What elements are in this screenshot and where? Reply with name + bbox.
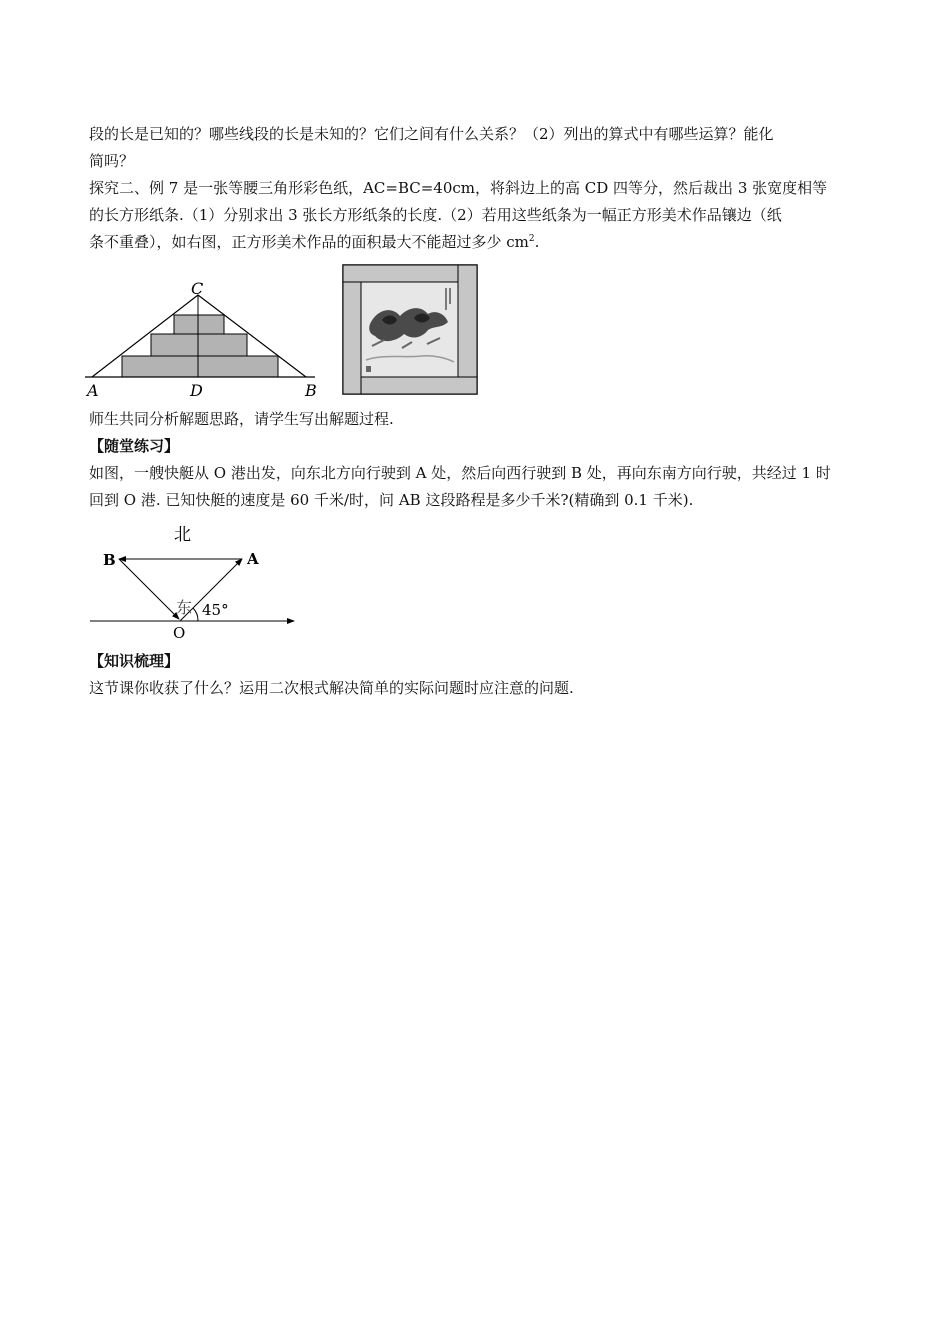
paragraph-line: 的长方形纸条.（1）分别求出 3 张长方形纸条的长度.（2）若用这些纸条为一幅正方形美术作品镶边（纸 xyxy=(89,206,782,224)
paragraph-line: 师生共同分析解题思路，请学生写出解题过程. xyxy=(89,410,394,428)
paragraph-line: 探究二、例 7 是一张等腰三角形彩色纸，AC=BC=40cm，将斜边上的高 CD 四等分，然后裁出 3 张宽度相等 xyxy=(89,179,828,197)
route-figure xyxy=(88,518,303,643)
angle-arc xyxy=(193,608,198,621)
frame-strip-left xyxy=(343,282,361,394)
paragraph-text: . xyxy=(534,233,540,251)
label-a: A xyxy=(247,550,259,568)
triangle-figure xyxy=(85,278,325,403)
framed-artwork-figure xyxy=(342,264,478,395)
paragraph-line xyxy=(89,231,539,253)
section-heading-summary: 【知识梳理】 xyxy=(89,652,180,670)
strip-top xyxy=(174,315,224,334)
label-c: C xyxy=(191,279,204,298)
paragraph-line: 回到 O 港. 已知快艇的速度是 60 千米/时，问 AB 这段路程是多少千米?(精确到 0.1 千米). xyxy=(89,491,694,509)
label-o: O xyxy=(173,624,186,642)
paragraph-text: 条不重叠），如右图，正方形美术作品的面积最大不能超过多少 cm xyxy=(89,233,529,251)
route-bo xyxy=(119,559,179,619)
frame-strip-top xyxy=(343,265,458,282)
strip-bottom xyxy=(122,356,278,377)
section-heading-practice: 【随堂练习】 xyxy=(89,437,180,455)
paragraph-line: 如图，一艘快艇从 O 港出发，向东北方向行驶到 A 处，然后向西行驶到 B 处，再向东南方向行驶，共经过 1 时 xyxy=(89,464,831,482)
label-angle: 45° xyxy=(202,601,229,619)
label-d: D xyxy=(190,381,203,400)
label-b: B xyxy=(305,381,317,400)
frame-strip-right xyxy=(458,265,477,377)
frame-strip-bottom xyxy=(361,377,477,394)
label-east: 东 xyxy=(176,598,193,617)
paragraph-line: 这节课你收获了什么？运用二次根式解决简单的实际问题时应注意的问题. xyxy=(89,679,574,697)
label-a: A xyxy=(87,381,99,400)
paragraph-line: 简吗？ xyxy=(89,152,135,170)
label-b: B xyxy=(103,551,116,569)
strip-middle xyxy=(151,334,247,356)
paragraph-line: 段的长是已知的？哪些线段的长是未知的？它们之间有什么关系？（2）列出的算式中有哪些运算？能化 xyxy=(89,125,774,143)
superscript: 2 xyxy=(528,234,535,244)
label-north: 北 xyxy=(174,525,191,545)
